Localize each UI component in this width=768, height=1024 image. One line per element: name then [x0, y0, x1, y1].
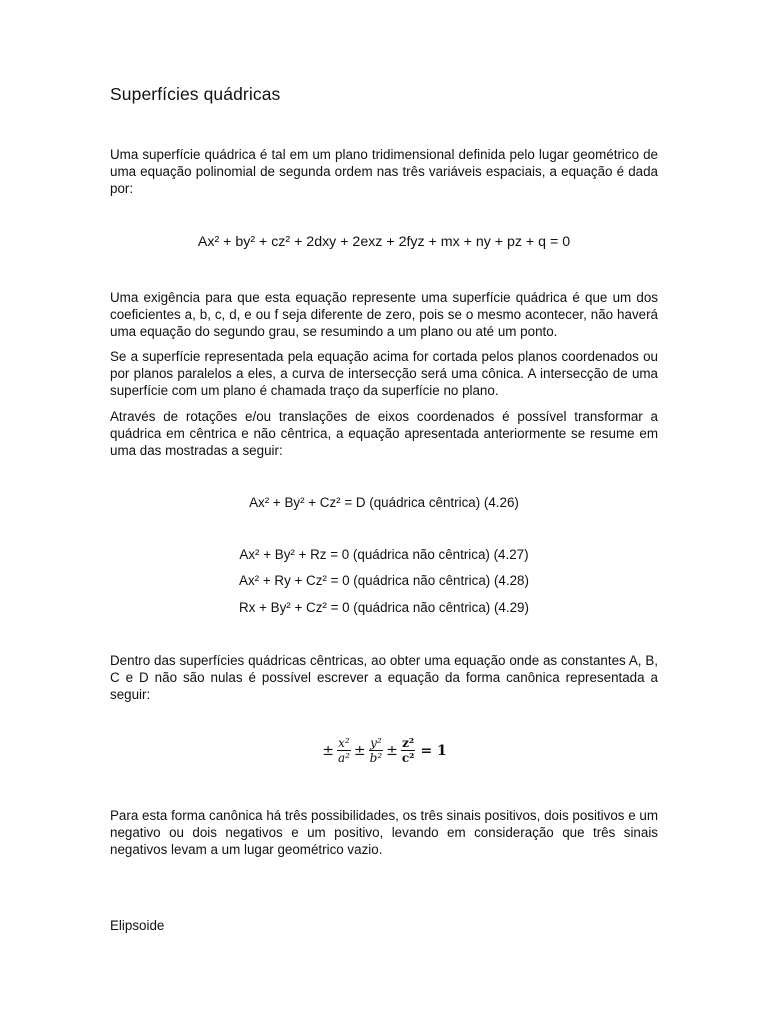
intersection-paragraph: Se a superfície representada pela equação acima for cortada pelos planos coordenados ou por planos paralelos a eles, a curva de intersecção será uma cônica. A intersecção de uma superfície com um plano é chamada traço da superfície no plano.: [110, 349, 658, 398]
y-numerator: y²: [370, 736, 382, 750]
y-denominator: b²: [369, 751, 383, 765]
x-numerator: x²: [338, 736, 350, 750]
equation-4-27: Ax² + By² + Rz = 0 (quádrica não cêntrica) (4.27): [239, 547, 529, 562]
plus-minus-sign: ±: [386, 742, 398, 759]
canonical-intro-paragraph: Dentro das superfícies quádricas cêntricas, ao obter uma equação onde as constantes A, B, C e D não são nulas é possível escrever a equação da forma canônica representada a seguir:: [110, 653, 658, 702]
x-fraction: [337, 736, 351, 765]
z-denominator: c²: [401, 751, 415, 765]
page-title: Superfícies quádricas: [110, 84, 281, 104]
equation-4-26: Ax² + By² + Cz² = D (quádrica cêntrica) (4.26): [249, 495, 519, 510]
equation-4-29: Rx + By² + Cz² = 0 (quádrica não cêntrica) (4.29): [239, 600, 529, 615]
sign-possibilities-paragraph: Para esta forma canônica há três possibilidades, os três sinais positivos, dois positivos e um negativo ou dois negativos e um positivo, levando em consideração que três sinais negativos levam a um lugar geométrico vazio.: [110, 808, 658, 857]
z-fraction: [401, 736, 416, 765]
requirement-paragraph: Uma exigência para que esta equação represente uma superfície quádrica é que um dos coeficientes a, b, c, d, e ou f seja diferente de zero, pois se o mesmo acontecer, não haverá uma equação do segundo grau, se resumindo a um plano ou até um ponto.: [110, 290, 658, 339]
x-denominator: a²: [337, 751, 350, 765]
intro-paragraph: Uma superfície quádrica é tal em um plano tridimensional definida pelo lugar geométrico de uma equação polinomial de segunda ordem nas três variáveis espaciais, a equação é dada por:: [110, 147, 658, 196]
equation-4-28: Ax² + Ry + Cz² = 0 (quádrica não cêntrica) (4.28): [239, 573, 529, 588]
y-fraction: [369, 736, 384, 765]
plus-minus-sign: ±: [353, 742, 366, 759]
plus-minus-sign: ±: [322, 742, 334, 759]
rotation-paragraph: Através de rotações e/ou translações de eixos coordenados é possível transformar a quádrica em cêntrica e não cêntrica, a equação apresentada anteriormente se resume em uma das mostradas a seguir:: [110, 409, 658, 458]
general-quadric-equation: Ax² + by² + cz² + 2dxy + 2exz + 2fyz + mx + ny + pz + q = 0: [197, 234, 571, 250]
canonical-equation: [0, 736, 768, 765]
z-numerator: z²: [402, 736, 415, 750]
equals-one: = 1: [420, 742, 447, 759]
section-heading-elipsoide: Elipsoide: [110, 918, 165, 933]
